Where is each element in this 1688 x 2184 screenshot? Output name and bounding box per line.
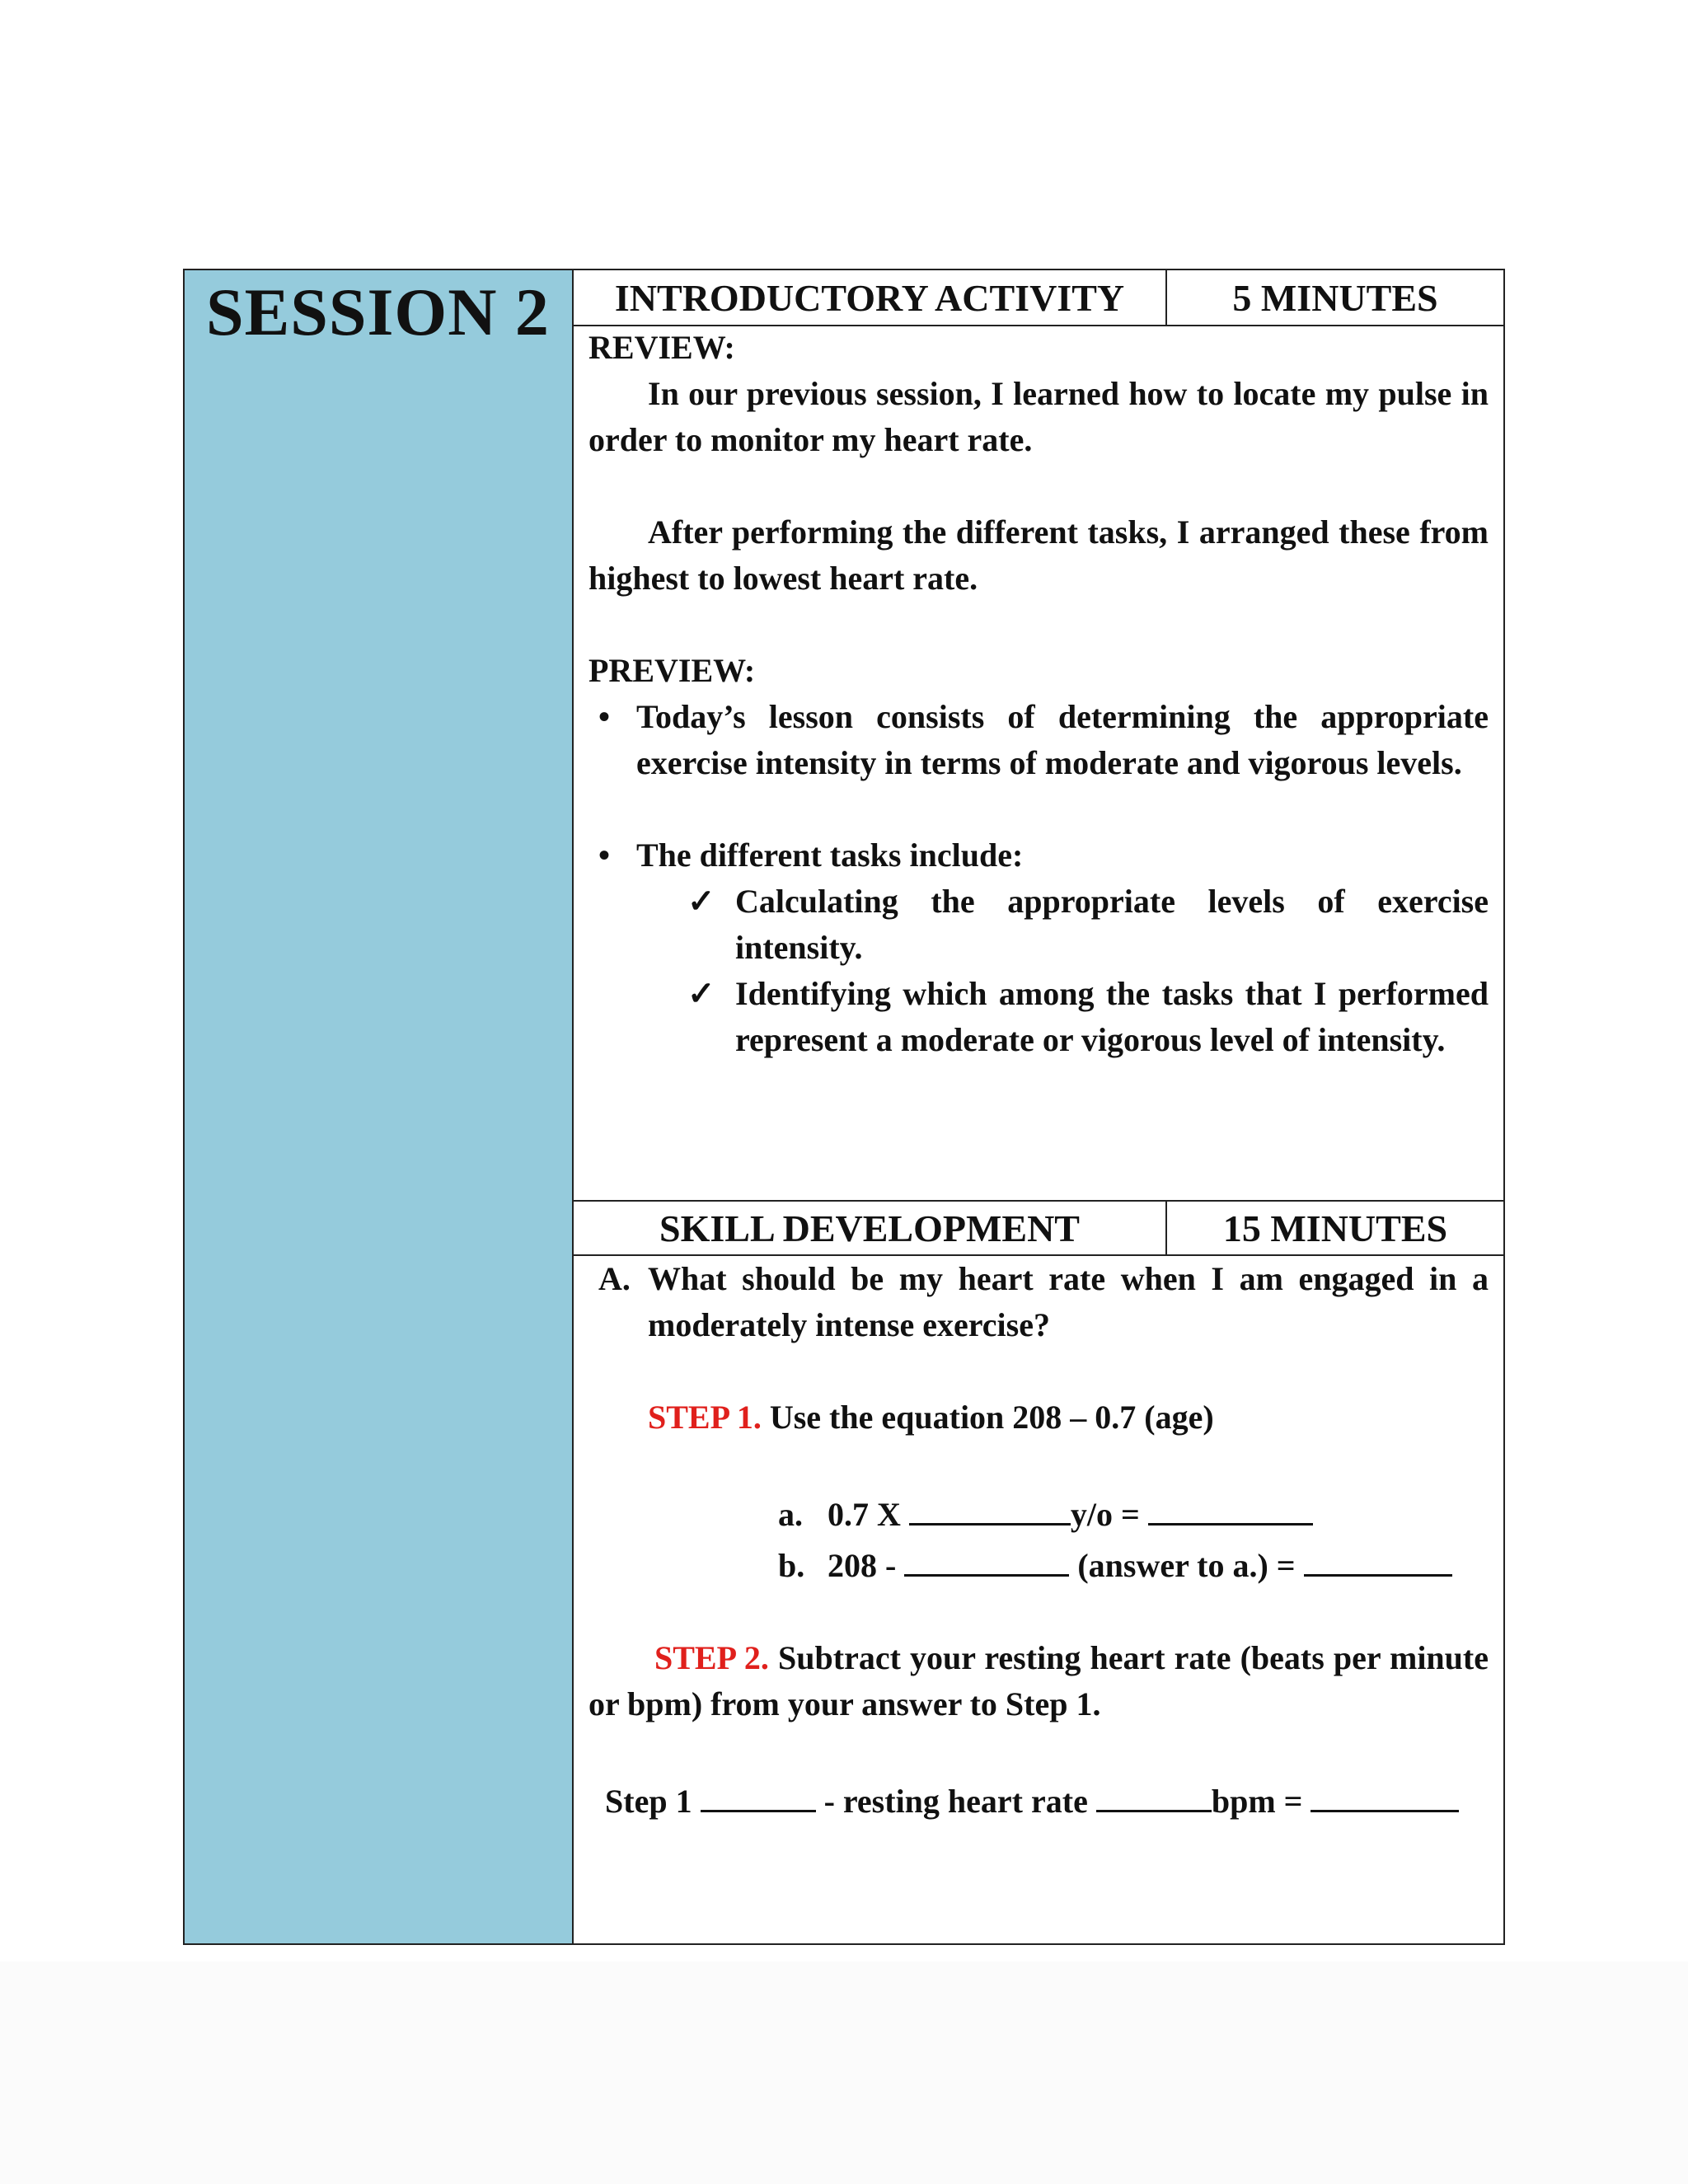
step-1-text: Use the equation 208 – 0.7 (age) — [761, 1399, 1214, 1436]
review-label: REVIEW: — [588, 329, 735, 366]
step-2-label: STEP 2. — [654, 1639, 769, 1676]
final-text-1: Step 1 — [605, 1783, 701, 1820]
bullet-icon: • — [598, 698, 611, 735]
equation-a-text-1: 0.7 X — [828, 1496, 909, 1533]
equation-a-key: a. — [778, 1496, 803, 1533]
task-text: Calculating the appropriate levels of exercise intensity. — [735, 883, 1489, 966]
intro-header-row — [574, 270, 1503, 326]
question-a — [588, 1256, 1489, 1348]
preview-bullet — [588, 832, 1489, 879]
session-content — [574, 270, 1503, 1943]
skill-header-row — [574, 1200, 1503, 1256]
preview-label: PREVIEW: — [588, 652, 756, 689]
equation-a — [588, 1487, 1489, 1538]
equation-a-answer-blank[interactable] — [1148, 1487, 1313, 1526]
resting-heart-rate-blank[interactable] — [1096, 1774, 1212, 1812]
step-1-result-blank[interactable] — [701, 1774, 816, 1812]
step-2 — [588, 1635, 1489, 1727]
step-2-text: Subtract your resting heart rate (beats per minute or bpm) from your answer to Step 1. — [588, 1639, 1489, 1722]
answer-a-blank[interactable] — [904, 1538, 1069, 1577]
equation-b-key: b. — [778, 1547, 805, 1584]
preview-bullet-text: The different tasks include: — [636, 837, 1024, 874]
equation-b — [588, 1538, 1489, 1589]
task-checklist-item — [588, 971, 1489, 1063]
preview-bullet — [588, 694, 1489, 786]
final-text-2: - resting heart rate — [815, 1783, 1096, 1820]
page-background-shade — [0, 1961, 1688, 2184]
question-number: A. — [598, 1260, 631, 1297]
review-paragraph-1: In our previous session, I learned how to locate my pulse in order to monitor my heart rate. — [588, 375, 1489, 458]
intro-header: INTRODUCTORY ACTIVITY — [574, 270, 1167, 325]
session-table — [183, 269, 1505, 1945]
checkmark-icon: ✓ — [687, 883, 715, 920]
equation-b-text-1: 208 - — [828, 1547, 905, 1584]
skill-body — [588, 1256, 1489, 1825]
bullet-icon: • — [598, 837, 611, 874]
task-checklist-item — [588, 879, 1489, 971]
equation-b-text-2: (answer to a.) = — [1069, 1547, 1304, 1584]
final-answer-blank[interactable] — [1311, 1774, 1459, 1812]
step-1 — [588, 1394, 1489, 1441]
equation-b-answer-blank[interactable] — [1304, 1538, 1452, 1577]
session-sidebar — [185, 270, 574, 1943]
age-blank[interactable] — [909, 1487, 1071, 1526]
equation-a-text-2: y/o = — [1070, 1496, 1148, 1533]
skill-header: SKILL DEVELOPMENT — [574, 1202, 1167, 1254]
checkmark-icon: ✓ — [687, 975, 715, 1012]
review-paragraph-2: After performing the different tasks, I arranged these from highest to lowest heart rate. — [588, 513, 1489, 597]
question-text: What should be my heart rate when I am engaged in a moderately intense exercise? — [648, 1260, 1489, 1343]
intro-body — [588, 325, 1489, 1063]
final-equation — [588, 1774, 1489, 1825]
step-1-label: STEP 1. — [648, 1399, 762, 1436]
final-text-3: bpm = — [1211, 1783, 1311, 1820]
task-text: Identifying which among the tasks that I performed represent a moderate or vigorous level of intensity. — [735, 975, 1489, 1058]
skill-duration: 15 MINUTES — [1222, 1207, 1448, 1249]
intro-duration: 5 MINUTES — [1232, 276, 1438, 319]
preview-bullet-text: Today’s lesson consists of determining the appropriate exercise intensity in terms of moderate and vigorous levels. — [636, 698, 1489, 781]
session-title: SESSION 2 — [206, 274, 550, 349]
